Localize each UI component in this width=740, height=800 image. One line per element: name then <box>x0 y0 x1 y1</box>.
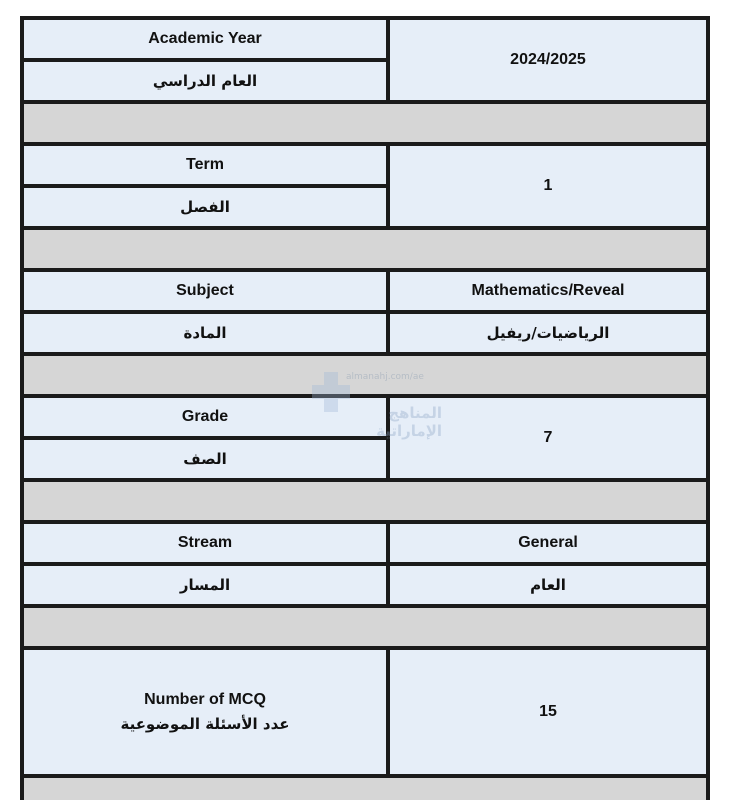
grade-value-text: 7 <box>543 429 553 446</box>
stream-value-en <box>390 524 706 562</box>
separator-row-3 <box>24 356 706 394</box>
grade-label-en-text: Grade <box>181 408 229 425</box>
academic-year-value-text: 2024/2025 <box>510 51 586 68</box>
academic-year-label-ar-text: العام الدراسي <box>152 72 258 90</box>
subject-value-en <box>390 272 706 310</box>
stream-label-ar <box>24 566 386 604</box>
term-label-ar <box>24 188 386 226</box>
separator-row-6 <box>24 778 706 800</box>
subject-value-ar-text: الرياضيات/ريفيل <box>486 324 610 342</box>
mcq-label-ar-text: عدد الأسئلة الموضوعية <box>120 715 290 733</box>
stream-value-ar-text: العام <box>530 576 566 594</box>
watermark-text: المناهج الإماراتية <box>376 404 442 440</box>
academic-year-label-en-text: Academic Year <box>148 30 262 47</box>
separator-row-1 <box>24 104 706 142</box>
grade-label-en <box>24 398 386 436</box>
stream-label-en-text: Stream <box>177 534 233 551</box>
separator-row-4 <box>24 482 706 520</box>
mcq-value-text: 15 <box>539 703 557 720</box>
subject-label-ar-text: المادة <box>183 324 227 342</box>
stream-value-en-text: General <box>518 534 578 551</box>
subject-value-ar <box>390 314 706 352</box>
term-value-text: 1 <box>543 177 553 194</box>
grade-label-ar-text: الصف <box>183 450 227 468</box>
stream-value-ar <box>390 566 706 604</box>
term-label-ar-text: الفصل <box>180 198 230 216</box>
mcq-label <box>24 650 386 774</box>
subject-value-en-text: Mathematics/Reveal <box>471 282 625 299</box>
stream-label-en <box>24 524 386 562</box>
subject-label-en <box>24 272 386 310</box>
academic-year-value <box>390 20 706 100</box>
stream-label-ar-text: المسار <box>179 576 231 594</box>
mcq-label-en-text: Number of MCQ <box>144 691 266 708</box>
watermark-url: almanahj.com/ae <box>346 372 424 382</box>
subject-label-ar <box>24 314 386 352</box>
separator-row-5 <box>24 608 706 646</box>
term-label-en <box>24 146 386 184</box>
subject-label-en-text: Subject <box>176 282 234 299</box>
term-label-en-text: Term <box>186 156 224 173</box>
grade-label-ar <box>24 440 386 478</box>
academic-year-label-ar <box>24 62 386 100</box>
mcq-label-stack <box>120 688 289 736</box>
grade-value <box>390 398 706 478</box>
mcq-value <box>390 650 706 774</box>
separator-row-2 <box>24 230 706 268</box>
term-value <box>390 146 706 226</box>
academic-year-label-en <box>24 20 386 58</box>
